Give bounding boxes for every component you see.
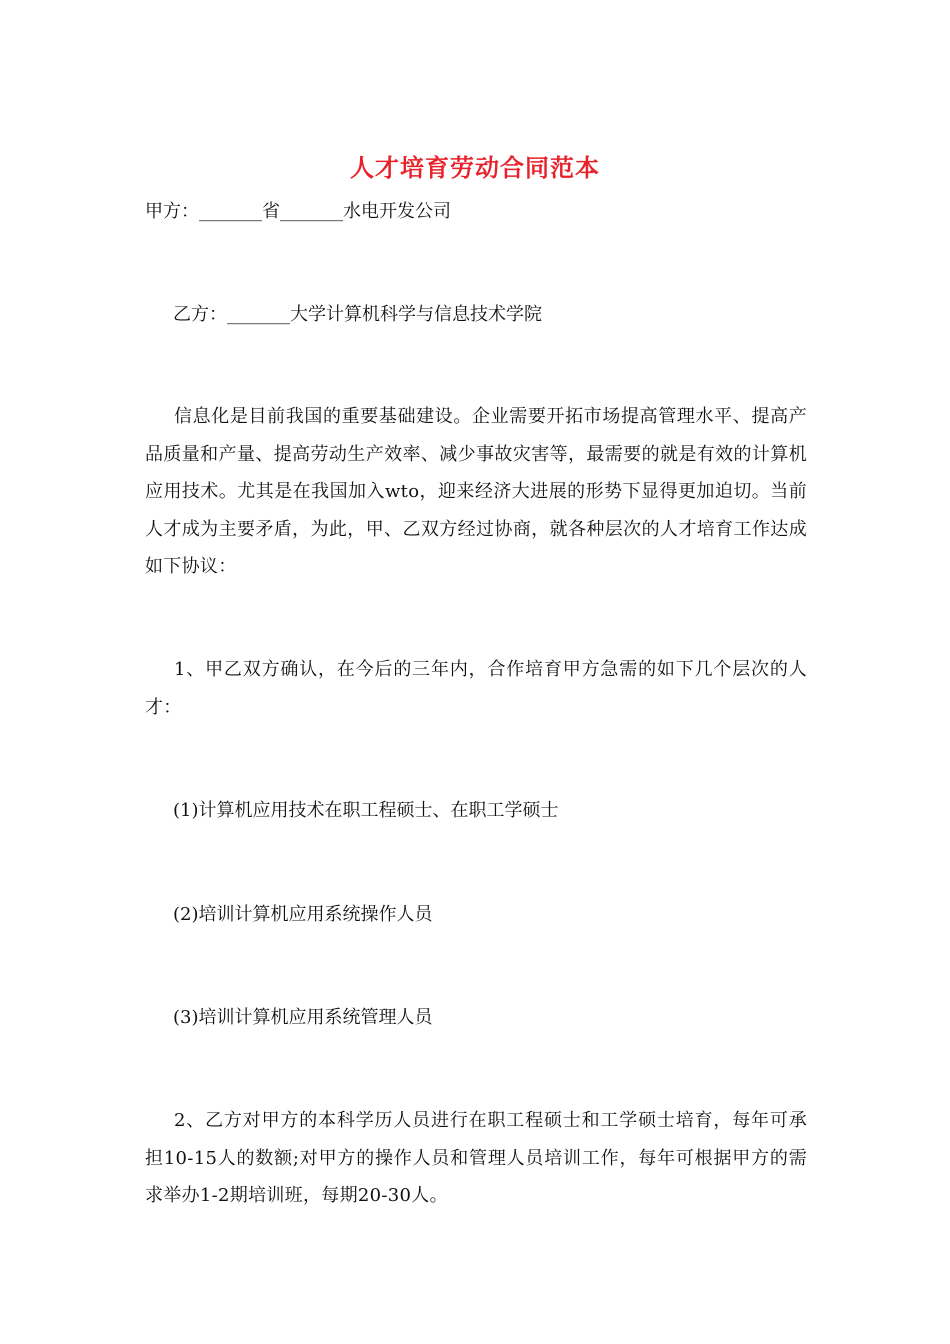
item-2-line: (2)培训计算机应用系统操作人员 [173, 904, 433, 925]
clause-1-paragraph: 1、甲乙双方确认，在今后的三年内，合作培育甲方急需的如下几个层次的人才： [145, 659, 807, 718]
item-3-line: (3)培训计算机应用系统管理人员 [173, 1007, 433, 1028]
document-title: 人才培育劳动合同范本 [350, 153, 600, 182]
item-1-line: (1)计算机应用技术在职工程硕士、在职工学硕士 [173, 800, 559, 821]
party-b-line: 乙方：_______大学计算机科学与信息技术学院 [173, 304, 542, 325]
party-a-line: 甲方：_______省_______水电开发公司 [145, 201, 451, 222]
clause-2-paragraph: 2、乙方对甲方的本科学历人员进行在职工程硕士和工学硕士培育，每年可承担10-15人的数额;对甲方的操作人员和管理人员培训工作，每年可根据甲方的需求举办1-2期培训班，每期20-30人。 [145, 1110, 807, 1206]
intro-paragraph: 信息化是目前我国的重要基础建设。企业需要开拓市场提高管理水平、提高产品质量和产量、提高劳动生产效率、减少事故灾害等，最需要的就是有效的计算机应用技术。尤其是在我国加入wto，迎来经济大进展的形势下显得更加迫切。当前人才成为主要矛盾，为此，甲、乙双方经过协商，就各种层次的人才培育工作达成如下协议： [145, 406, 807, 577]
